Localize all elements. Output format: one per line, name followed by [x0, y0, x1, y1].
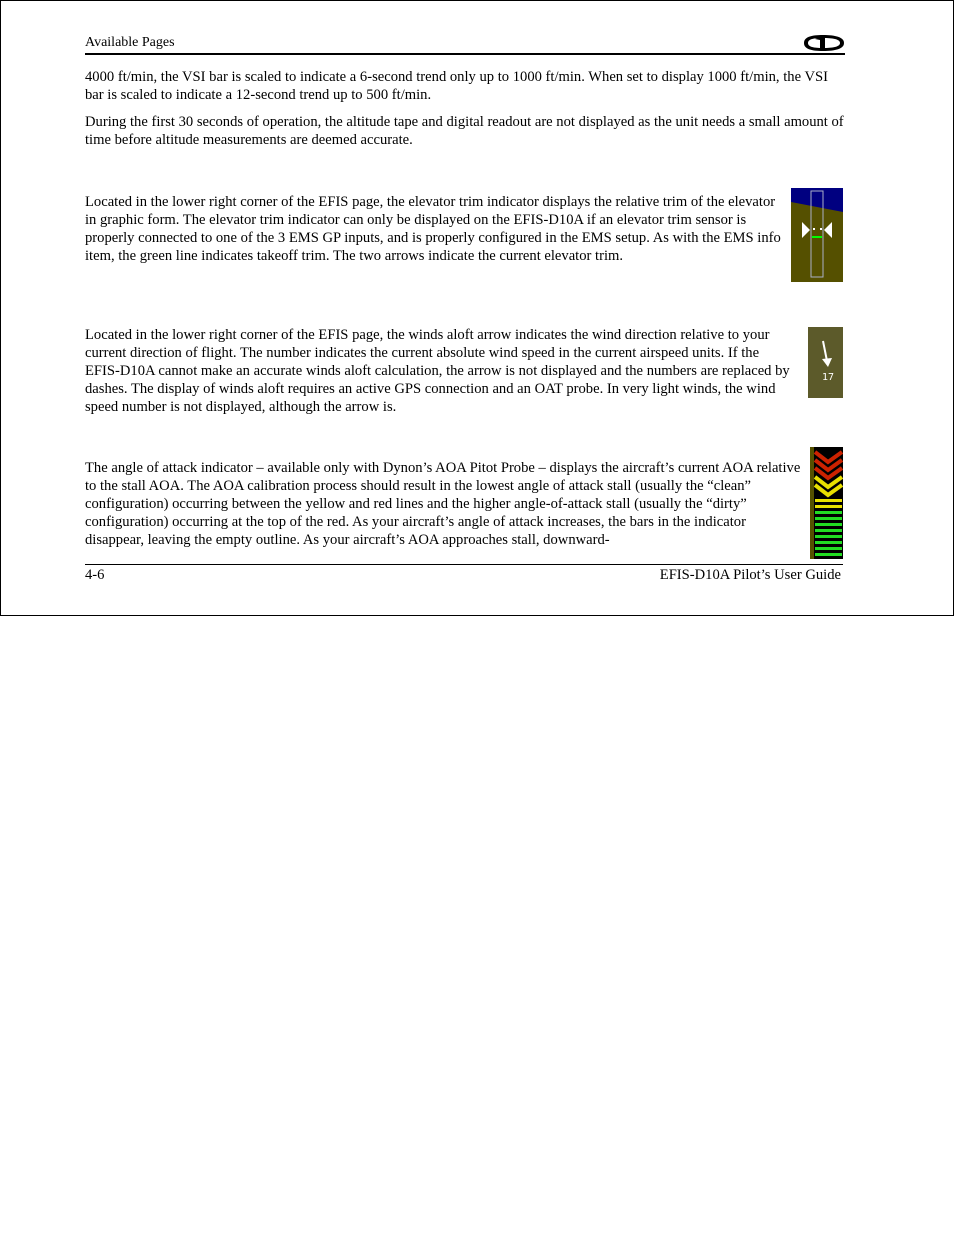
page-number: 4-6 [85, 567, 105, 583]
aoa-indicator-icon [810, 447, 843, 559]
header-rule [85, 53, 845, 55]
paragraph-winds-aloft: Located in the lower right corner of the EFIS page, the winds aloft arrow indicates the wind direction relative to your current direction of flight. The number indicates the current absolute wind speed in the current airspeed units. If the EFIS-D10A cannot make an accurate winds aloft calculation, the arrow is not displayed and the numbers are replaced by dashes. The display of winds aloft requires an active GPS connection and an OAT probe. In very light winds, the wind speed number is not displayed, although the arrow is. [85, 327, 790, 415]
running-header: Available Pages [85, 35, 175, 50]
paragraph-vsi-scaling: 4000 ft/min, the VSI bar is scaled to indicate a 6-second trend only up to 1000 ft/min. When set to display 1000 ft/min, the VSI bar is scaled to indicate a 12-second trend up to 500 ft/min. [85, 69, 828, 103]
paragraph-angle-of-attack: The angle of attack indicator – available only with Dynon’s AOA Pitot Probe – displays the aircraft’s current AOA relative to the stall AOA. The AOA calibration process should result in the lowest angle of attack stall (usually the “clean” configuration) occurring between the yellow and red lines and the higher angle-of-attack stall (usually the “dirty” configuration) occurring at the top of the red. As your aircraft’s angle of attack increases, the bars in the indicator disappear, leaving the empty outline. As your aircraft’s AOA approaches stall, downward- [85, 460, 801, 548]
elevator-trim-indicator-icon [791, 188, 843, 282]
paragraph-elevator-trim: Located in the lower right corner of the EFIS page, the elevator trim indicator displays the relative trim of the elevator in graphic form. The elevator trim indicator can only be displayed on the EFIS-D10A if an elevator trim sensor is properly connected to one of the 3 EMS GP inputs, and is properly configured in the EMS setup. As with the EMS info item, the green line indicates takeoff trim. The two arrows indicate the current elevator trim. [85, 194, 781, 264]
footer-rule [85, 564, 843, 565]
paragraph-altitude-startup: During the first 30 seconds of operation, the altitude tape and digital readout are not displayed as the unit needs a small amount of time before altitude measurements are deemed accurate. [85, 114, 844, 148]
page [0, 0, 954, 616]
wind-speed-value: 17 [822, 372, 835, 383]
guide-title: EFIS-D10A Pilot’s User Guide [659, 567, 841, 583]
winds-aloft-arrow-icon [808, 327, 843, 398]
dynon-logo-icon [801, 34, 845, 52]
